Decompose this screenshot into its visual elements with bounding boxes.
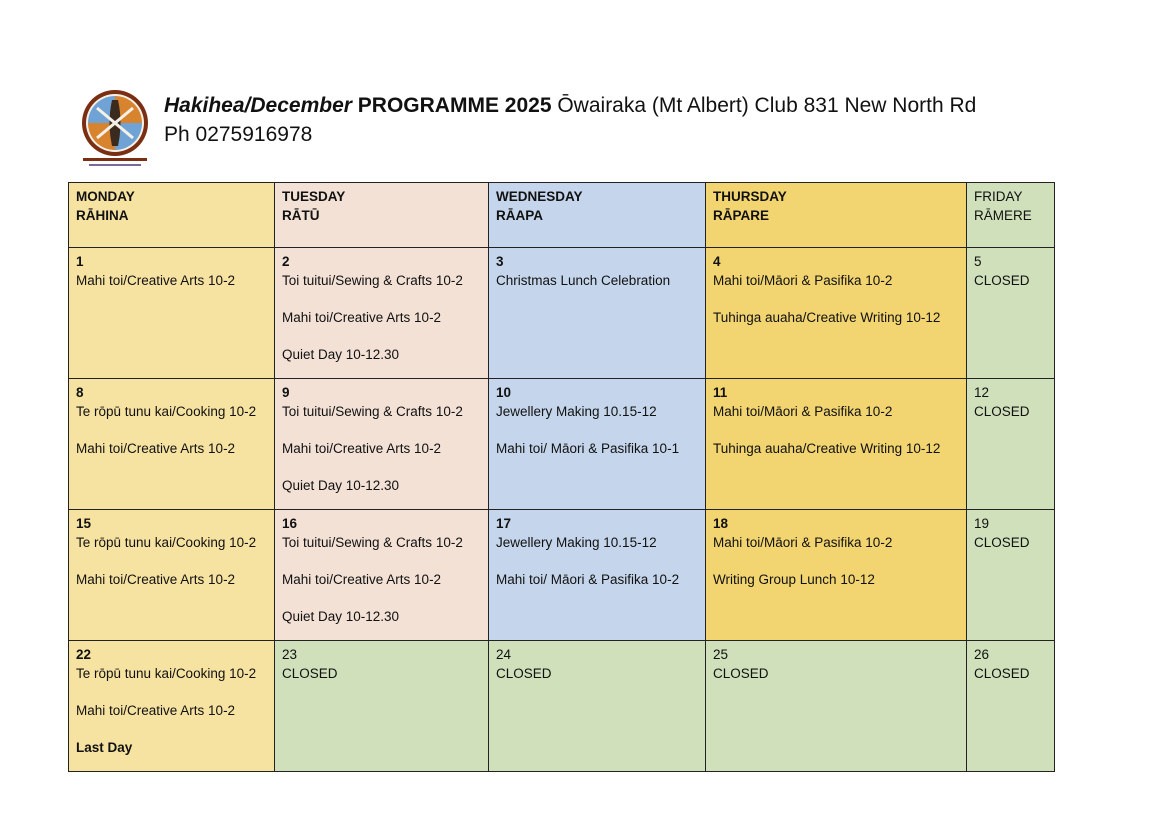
- date-number: 17: [496, 516, 512, 531]
- day-cell: [706, 248, 967, 379]
- title-programme: PROGRAMME 2025: [357, 94, 552, 117]
- event: CLOSED: [974, 272, 1030, 288]
- day-header-tuesday: TUESDAY RĀTŪ: [275, 183, 489, 248]
- event: Mahi toi/Creative Arts 10-2: [76, 571, 236, 587]
- event: Jewellery Making 10.15-12: [496, 403, 657, 419]
- event-last-day: Last Day: [76, 739, 133, 755]
- event: CLOSED: [282, 665, 338, 681]
- event: Te rōpū tunu kai/Cooking 10-2: [76, 534, 257, 550]
- date-number: 2: [282, 254, 290, 269]
- day-cell: [69, 379, 275, 510]
- day-cell: [967, 248, 1055, 379]
- date-number: 3: [496, 254, 504, 269]
- date-number: 18: [713, 516, 729, 531]
- day-cell: [489, 379, 706, 510]
- calendar-table: [68, 182, 1055, 772]
- day-cell: [706, 641, 967, 772]
- event: CLOSED: [974, 665, 1030, 681]
- date-number: 4: [713, 254, 721, 269]
- date-number: 23: [282, 647, 298, 662]
- title-month: Hakihea/December: [164, 94, 352, 117]
- day-cell: [706, 379, 967, 510]
- day-header-row: [69, 183, 1055, 248]
- date-number: 22: [76, 647, 92, 662]
- day-cell: [275, 248, 489, 379]
- day-header-wednesday: WEDNESDAY RĀAPA: [489, 183, 706, 248]
- day-cell: [69, 248, 275, 379]
- day-cell: [275, 379, 489, 510]
- day-cell: [275, 641, 489, 772]
- date-number: 12: [974, 385, 990, 400]
- event: Quiet Day 10-12.30: [282, 477, 400, 493]
- date-number: 24: [496, 647, 512, 662]
- event: Mahi toi/Māori & Pasifika 10-2: [713, 403, 893, 419]
- event: Mahi toi/Creative Arts 10-2: [76, 440, 236, 456]
- event: Mahi toi/Creative Arts 10-2: [76, 272, 236, 288]
- event: Writing Group Lunch 10-12: [713, 571, 875, 587]
- week-row: [69, 510, 1055, 641]
- event: CLOSED: [974, 534, 1030, 550]
- date-number: 11: [713, 385, 728, 400]
- day-cell: [69, 510, 275, 641]
- week-row: [69, 641, 1055, 772]
- event: Toi tuitui/Sewing & Crafts 10-2: [282, 403, 463, 419]
- event: Mahi toi/ Māori & Pasifika 10-2: [496, 571, 680, 587]
- event: Mahi toi/Creative Arts 10-2: [282, 309, 442, 325]
- date-number: 9: [282, 385, 290, 400]
- event: Toi tuitui/Sewing & Crafts 10-2: [282, 534, 463, 550]
- title-venue: Ōwairaka (Mt Albert) Club 831 New North Rd: [557, 94, 977, 117]
- event: Toi tuitui/Sewing & Crafts 10-2: [282, 272, 463, 288]
- event: Mahi toi/Māori & Pasifika 10-2: [713, 272, 893, 288]
- event: Mahi toi/ Māori & Pasifika 10-1: [496, 440, 680, 456]
- date-number: 15: [76, 516, 92, 531]
- date-number: 5: [974, 254, 982, 269]
- event: Tuhinga auaha/Creative Writing 10-12: [713, 309, 941, 325]
- event: Jewellery Making 10.15-12: [496, 534, 657, 550]
- date-number: 19: [974, 516, 990, 531]
- event: CLOSED: [496, 665, 552, 681]
- event: CLOSED: [713, 665, 769, 681]
- day-cell: [489, 248, 706, 379]
- event: Mahi toi/Māori & Pasifika 10-2: [713, 534, 893, 550]
- day-cell: [275, 510, 489, 641]
- event: Quiet Day 10-12.30: [282, 346, 400, 362]
- event: Christmas Lunch Celebration: [496, 272, 671, 288]
- date-number: 10: [496, 385, 512, 400]
- day-cell: [489, 510, 706, 641]
- week-row: [69, 379, 1055, 510]
- date-number: 16: [282, 516, 298, 531]
- date-number: 26: [974, 647, 990, 662]
- event: Mahi toi/Creative Arts 10-2: [282, 571, 442, 587]
- date-number: 25: [713, 647, 729, 662]
- club-logo: [79, 88, 151, 172]
- event: Te rōpū tunu kai/Cooking 10-2: [76, 665, 257, 681]
- day-header-friday: FRIDAY RĀMERE: [967, 183, 1055, 248]
- day-cell: [69, 641, 275, 772]
- event: Tuhinga auaha/Creative Writing 10-12: [713, 440, 941, 456]
- page-title: [164, 91, 1124, 149]
- week-row: [69, 248, 1055, 379]
- day-cell: [967, 510, 1055, 641]
- date-number: 8: [76, 385, 84, 400]
- title-phone: Ph 0275916978: [164, 123, 313, 146]
- event: CLOSED: [974, 403, 1030, 419]
- day-header-thursday: THURSDAY RĀPARE: [706, 183, 967, 248]
- day-header-monday: MONDAY RĀHINA: [69, 183, 275, 248]
- event: Te rōpū tunu kai/Cooking 10-2: [76, 403, 257, 419]
- date-number: 1: [76, 254, 84, 269]
- day-cell: [967, 641, 1055, 772]
- day-cell: [489, 641, 706, 772]
- event: Mahi toi/Creative Arts 10-2: [76, 702, 236, 718]
- event: Quiet Day 10-12.30: [282, 608, 400, 624]
- day-cell: [706, 510, 967, 641]
- event: Mahi toi/Creative Arts 10-2: [282, 440, 442, 456]
- day-cell: [967, 379, 1055, 510]
